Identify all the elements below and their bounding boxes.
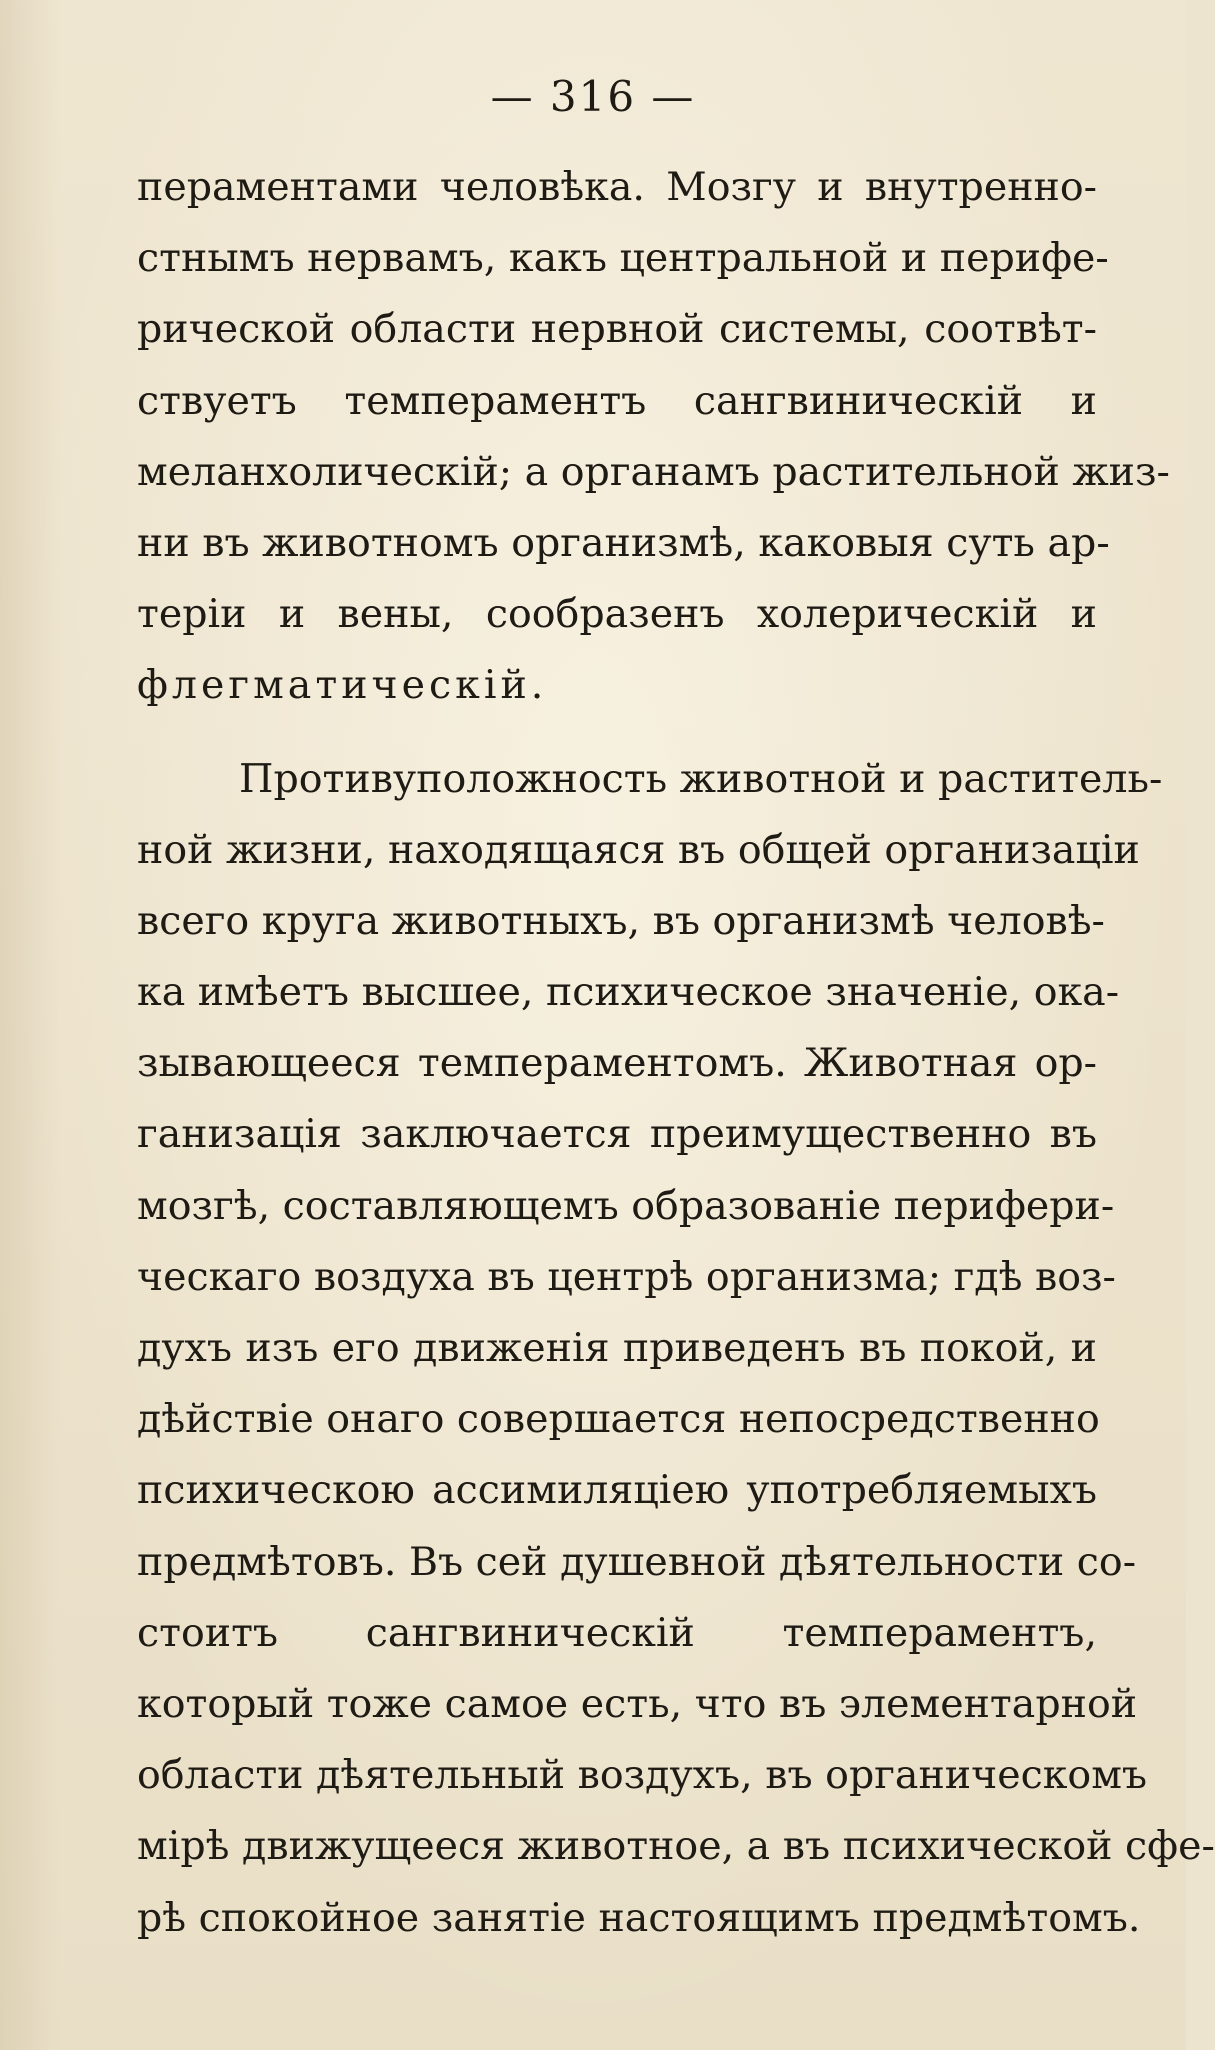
text-line: стнымъ нервамъ, какъ центральной и перифе- xyxy=(137,235,1109,282)
text-line: меланхолическій; а органамъ растительной жиз- xyxy=(137,448,1170,495)
gutter-shadow xyxy=(0,0,60,2050)
text-line: области дѣятельный воздухъ, въ органическомъ xyxy=(137,1752,1148,1799)
text-line: всего круга животныхъ, въ организмѣ человѣ- xyxy=(137,897,1105,944)
text-line: зывающееся темпераментомъ. Животная ор- xyxy=(137,1040,1097,1087)
paragraph-1 xyxy=(137,152,1170,722)
text-line: ганизація заключается преимущественно въ xyxy=(137,1111,1097,1158)
text-line: ни въ животномъ организмѣ, каковыя суть ар- xyxy=(137,519,1110,566)
paragraph-gap xyxy=(137,722,1097,744)
text-line: Противуположность животной и раститель- xyxy=(239,755,1163,802)
text-line: рической области нервной системы, соотвѣт- xyxy=(137,306,1097,353)
text-line: пераментами человѣка. Мозгу и внутренно- xyxy=(137,164,1097,210)
text-line: теріи и вены, сообразенъ холерическій и xyxy=(137,591,1097,638)
text-line: предмѣтовъ. Въ сей душевной дѣятельности со- xyxy=(137,1538,1137,1585)
page-number: — 316 — xyxy=(490,72,696,121)
text-line: флегматическій. xyxy=(137,662,548,709)
text-line: дѣйствіе онаго совершается непосредственно xyxy=(137,1396,1100,1443)
text-line: ной жизни, находящаяся въ общей организаціи xyxy=(137,826,1140,873)
text-line: мірѣ движущееся животное, а въ психической сфе- xyxy=(137,1823,1215,1870)
text-line: ка имѣетъ высшее, психическое значеніе, ока- xyxy=(137,969,1120,1016)
text-line: который тоже самое есть, что въ элементарной xyxy=(137,1680,1138,1727)
text-line: рѣ спокойное занятіе настоящимъ предмѣтомъ. xyxy=(137,1894,1141,1941)
paragraph-2 xyxy=(137,744,1215,1954)
text-line: ствуетъ темпераментъ сангвиническій и xyxy=(137,377,1097,424)
text-line: стоитъ сангвиническій темпераментъ, xyxy=(137,1609,1097,1656)
text-block xyxy=(137,152,1215,1954)
text-line: духъ изъ его движенія приведенъ въ покой, и xyxy=(137,1325,1097,1371)
text-line: психическою ассимиляціею употребляемыхъ xyxy=(137,1467,1097,1514)
text-line: мозгѣ, составляющемъ образованіе перифери- xyxy=(137,1182,1115,1229)
text-line: ческаго воздуха въ центрѣ организма; гдѣ воз- xyxy=(137,1253,1116,1300)
